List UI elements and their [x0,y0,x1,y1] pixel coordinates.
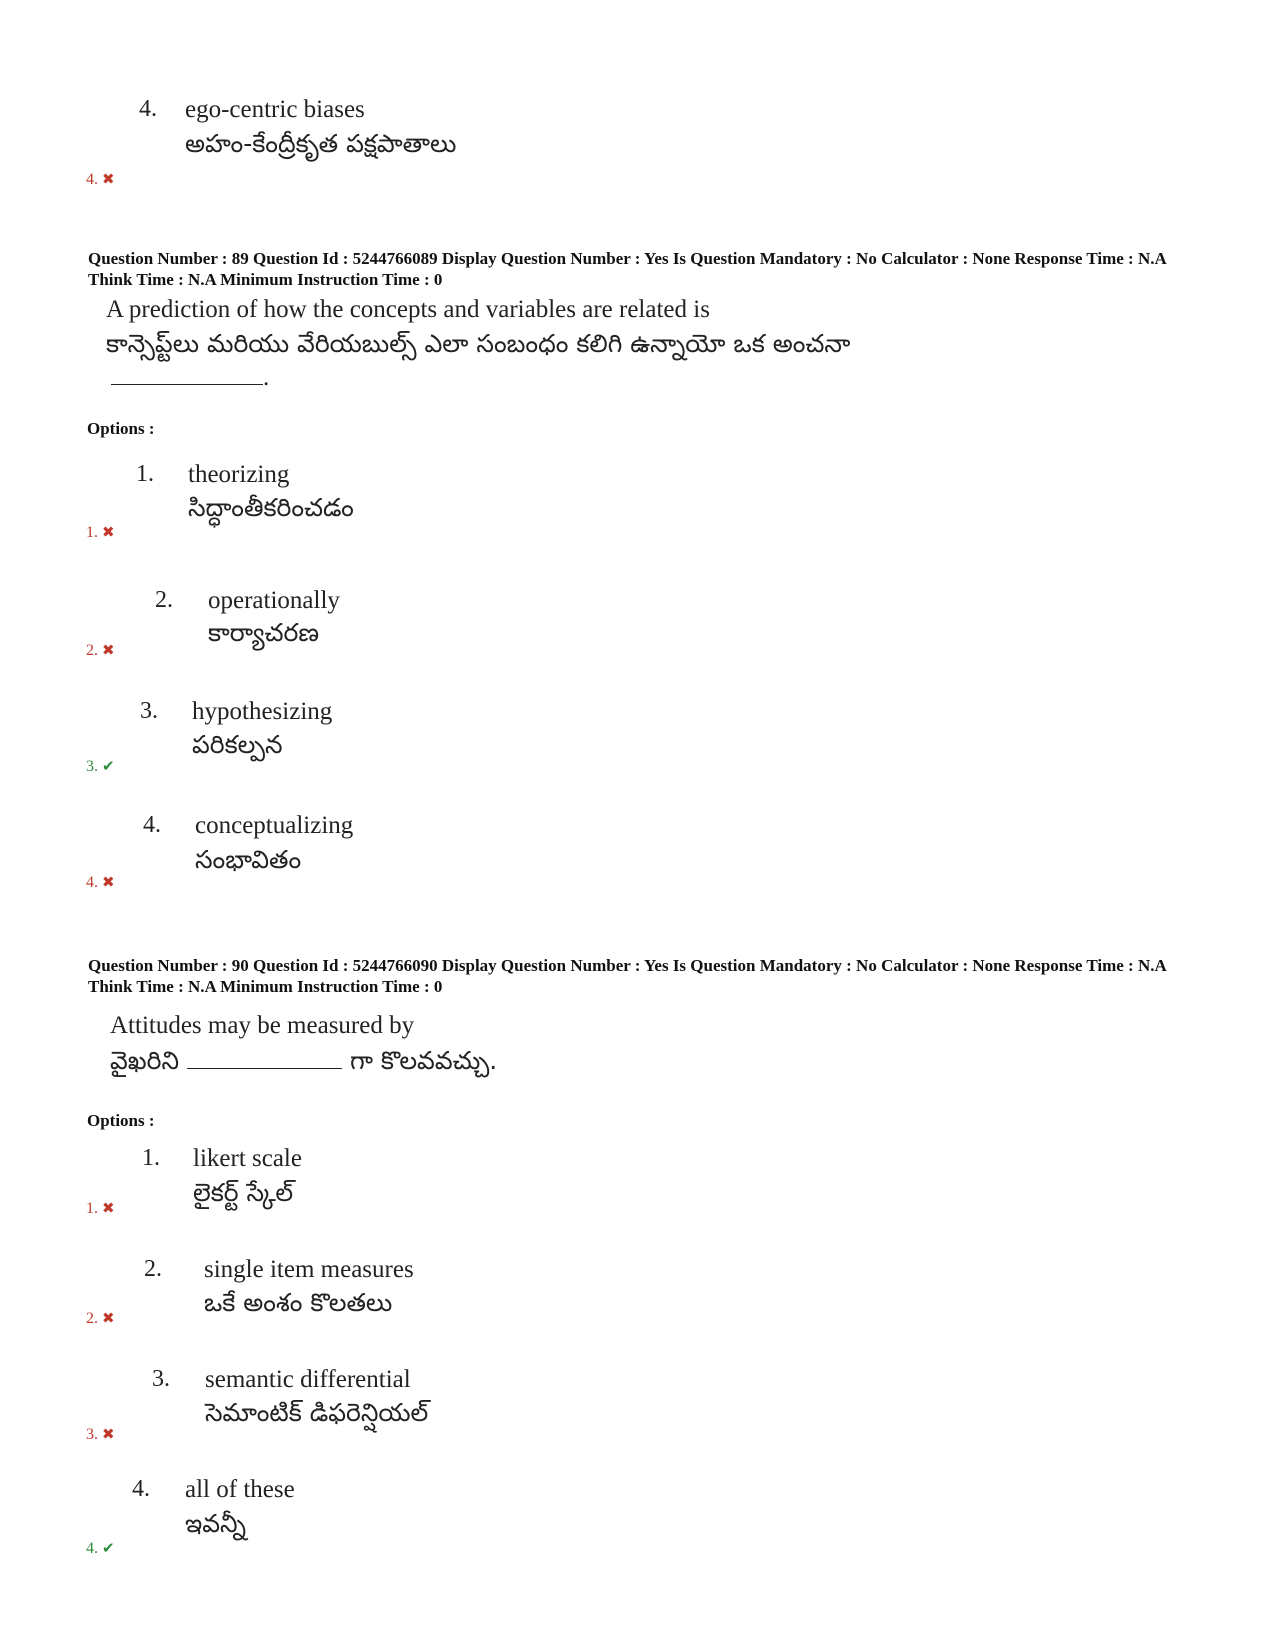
option-number: 4. [139,96,157,122]
option-text-telugu: ఇవన్నీ [185,1509,247,1538]
cross-icon: ✖ [102,643,115,659]
cross-icon: ✖ [102,1311,115,1327]
option-result-marker: 2. ✖ [86,642,115,659]
question-text-english: A prediction of how the concepts and variables are related is [106,296,710,323]
option-result-marker: 1. ✖ [86,524,115,541]
option-result-marker: 3. ✖ [86,1426,115,1443]
option-text-english: ego-centric biases [185,96,365,123]
option-text-telugu: పరికల్పన [192,730,283,759]
question-meta: Question Number : 89 Question Id : 5244766089 Display Question Number : Yes Is Question Mandatory : No Calculator : None Response Time : N.A Think Time : N.A Minimum Instruction Time : 0 [88,249,1166,289]
option-number: 3. [152,1366,170,1392]
option-text-english: semantic differential [205,1366,411,1393]
option-text-english: single item measures [204,1256,414,1283]
option-text-telugu: లైకర్ట్ స్కేల్ [193,1178,294,1207]
option-number: 1. [142,1145,160,1171]
question-text-telugu: వైఖరిని గా కొలవవచ్చు. [110,1046,498,1075]
option-number: 2. [155,587,173,613]
options-label: Options : [87,419,155,438]
option-text-telugu: అహం-కేంద్రీకృత పక్షపాతాలు [185,129,457,158]
question-text-english: Attitudes may be measured by [110,1012,415,1039]
cross-icon: ✖ [102,172,115,188]
question-meta: Question Number : 90 Question Id : 5244766090 Display Question Number : Yes Is Question Mandatory : No Calculator : None Response Time : N.A Think Time : N.A Minimum Instruction Time : 0 [88,956,1166,996]
cross-icon: ✖ [102,525,115,541]
option-result-marker: 1. ✖ [86,1200,115,1217]
option-text-telugu: సెమాంటిక్ డిఫరెన్షియల్ [205,1398,429,1427]
option-text-english: operationally [208,587,340,614]
option-result-marker: 2. ✖ [86,1310,115,1327]
cross-icon: ✖ [102,1427,115,1443]
option-number: 3. [140,698,158,724]
option-number: 2. [144,1256,162,1282]
option-number: 1. [136,461,154,487]
option-number: 4. [143,812,161,838]
answer-blank: . [111,364,269,392]
option-text-english: likert scale [193,1145,302,1172]
option-result-marker: 4. ✖ [86,874,115,891]
option-result-marker: 3. ✔ [86,758,115,775]
option-text-english: hypothesizing [192,698,333,725]
cross-icon: ✖ [102,875,115,891]
option-text-english: conceptualizing [195,812,354,839]
option-number: 4. [132,1476,150,1502]
option-text-telugu: సంభావితం [195,845,302,874]
option-text-telugu: ఒకే అంశం కొలతలు [204,1288,393,1317]
option-text-telugu: సిద్ధాంతీకరించడం [188,493,354,522]
option-result-marker: 4. ✖ [86,171,115,188]
check-icon: ✔ [102,1541,115,1557]
check-icon: ✔ [102,759,115,775]
option-result-marker: 4. ✔ [86,1540,115,1557]
option-text-english: theorizing [188,461,290,488]
option-text-telugu: కార్యాచరణ [208,618,320,647]
option-text-english: all of these [185,1476,295,1503]
cross-icon: ✖ [102,1201,115,1217]
options-label: Options : [87,1111,155,1130]
question-text-telugu: కాన్సెప్ట్‌లు మరియు వేరియబుల్స్ ఎలా సంబంధం కలిగి ఉన్నాయో ఒక అంచనా [106,329,851,358]
